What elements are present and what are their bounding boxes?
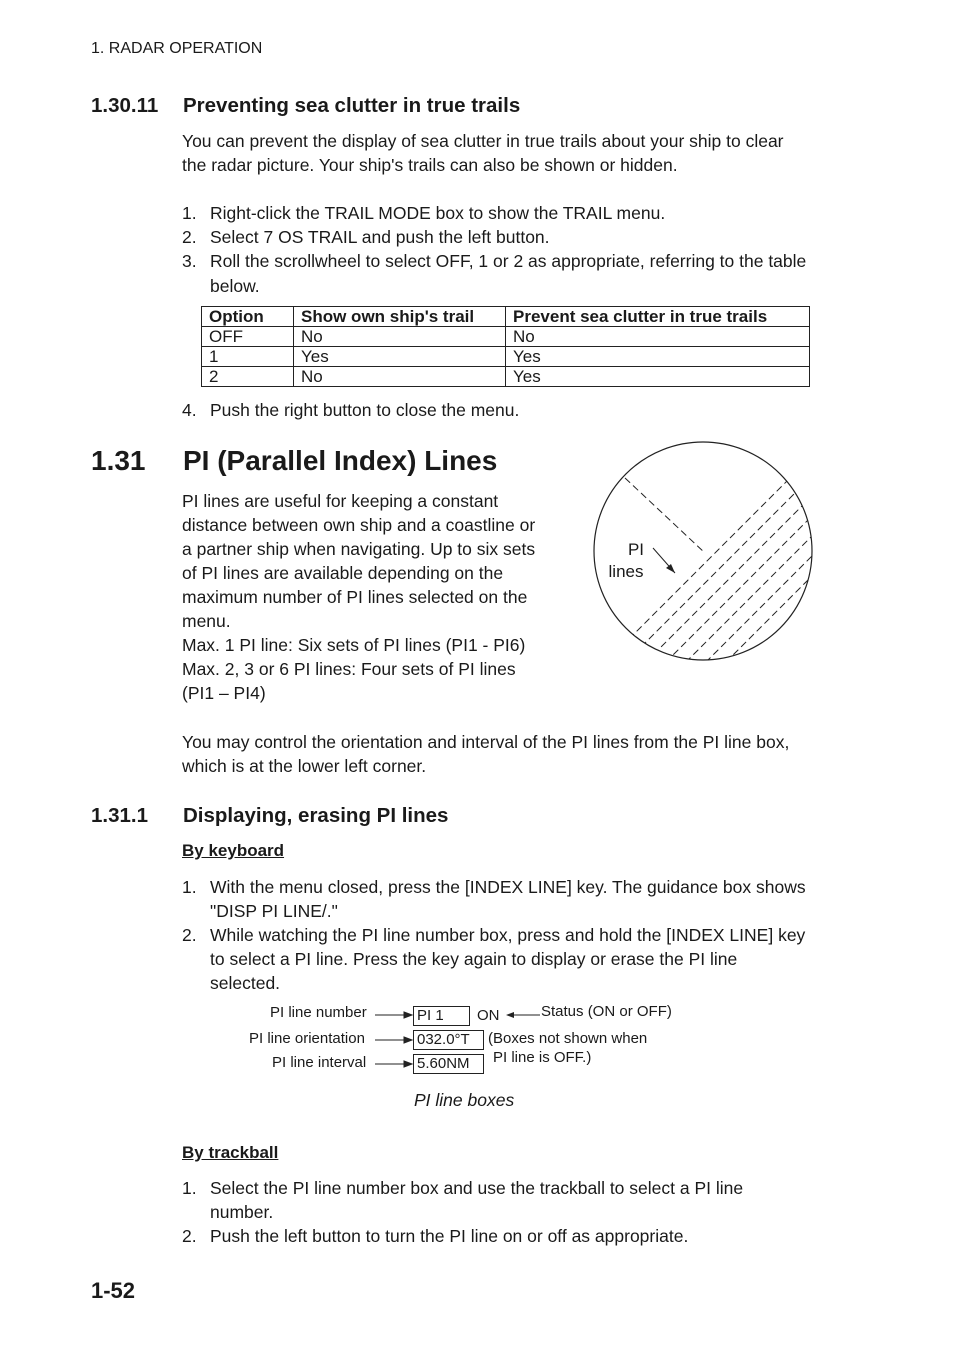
- paragraph-line: menu.: [182, 611, 231, 631]
- pi-label-line1: PI: [627, 540, 645, 559]
- step-text: Push the left button to turn the PI line on or off as appropriate.: [210, 1226, 689, 1246]
- section-title: Preventing sea clutter in true trails: [183, 94, 521, 117]
- radar-circle: [594, 442, 812, 660]
- boxes-note-line2: PI line is OFF.): [493, 1049, 592, 1066]
- table-cell: Yes: [294, 347, 506, 367]
- table-cell: Yes: [506, 367, 810, 387]
- table-cell: No: [294, 327, 506, 347]
- boxes-note-line1: (Boxes not shown when: [488, 1030, 648, 1047]
- intro-paragraph: [182, 129, 784, 177]
- arrow-right-icon: [404, 1037, 412, 1043]
- pi-label-line2: lines: [608, 562, 644, 581]
- page-number: 1-52: [91, 1278, 136, 1303]
- figure-caption: PI line boxes: [414, 1090, 515, 1110]
- by-keyboard-heading: By keyboard: [182, 841, 285, 860]
- section-title: Displaying, erasing PI lines: [183, 804, 449, 827]
- label-pi-line-interval: PI line interval: [272, 1054, 367, 1071]
- paragraph-line: of PI lines are available depending on the: [182, 563, 504, 583]
- step-number: 1.: [182, 1178, 197, 1198]
- pi-intro-paragraph: [182, 489, 535, 705]
- step-text: Right-click the TRAIL MODE box to show the TRAIL menu.: [210, 203, 666, 223]
- table-cell: No: [294, 367, 506, 387]
- step-number: 2.: [182, 1226, 197, 1246]
- trail-options-table: [201, 306, 810, 387]
- table-row: [202, 327, 810, 347]
- table-cell: 2: [202, 367, 294, 387]
- arrow-right-icon: [404, 1012, 412, 1018]
- pi-line-interval-box: 5.60NM: [413, 1054, 484, 1074]
- paragraph-line: maximum number of PI lines selected on the: [182, 587, 528, 607]
- step-text: Push the right button to close the menu.: [210, 400, 520, 420]
- paragraph-line: the radar picture. Your ship's trails can also be shown or hidden.: [182, 155, 678, 175]
- step-number: 4.: [182, 400, 197, 420]
- table-row: [202, 347, 810, 367]
- pi-lines-figure: [590, 438, 820, 670]
- status-arrow: [504, 1008, 544, 1022]
- arrow-right-icon: [404, 1061, 412, 1067]
- table-header-cell: Option: [202, 307, 294, 327]
- step-text: selected.: [210, 973, 281, 993]
- paragraph-line: Max. 1 PI line: Six sets of PI lines (PI1 - PI6): [182, 635, 526, 655]
- pi-line-orientation-box: 032.0°T: [413, 1030, 484, 1050]
- running-head: 1. RADAR OPERATION: [91, 40, 263, 57]
- step-text: "DISP PI LINE/.": [210, 901, 338, 921]
- step-text: to select a PI line. Press the key again to display or erase the PI line: [210, 949, 738, 969]
- step-number: 3.: [182, 251, 197, 271]
- section-number: 1.30.11: [91, 94, 159, 117]
- paragraph-line: a partner ship when navigating. Up to six sets: [182, 539, 536, 559]
- table-cell: OFF: [202, 327, 294, 347]
- pi-control-paragraph: [182, 730, 789, 778]
- table-header-cell: Prevent sea clutter in true trails: [506, 307, 810, 327]
- by-trackball-heading: By trackball: [182, 1143, 279, 1162]
- paragraph-line: distance between own ship and a coastline or: [182, 515, 536, 535]
- step-number: 2.: [182, 925, 197, 945]
- paragraph-line: You may control the orientation and interval of the PI lines from the PI line box,: [182, 732, 790, 752]
- step-text: number.: [210, 1202, 274, 1222]
- step-number: 1.: [182, 877, 197, 897]
- status-note: Status (ON or OFF): [541, 1003, 672, 1020]
- section-number: 1.31.1: [91, 804, 148, 827]
- label-pi-line-orientation: PI line orientation: [249, 1030, 365, 1047]
- pi-status-value: ON: [477, 1007, 500, 1024]
- table-cell: 1: [202, 347, 294, 367]
- paragraph-line: which is at the lower left corner.: [182, 756, 427, 776]
- table-cell: No: [506, 327, 810, 347]
- paragraph-line: You can prevent the display of sea clutter in true trails about your ship to clear: [182, 131, 784, 151]
- table-header-cell: Show own ship's trail: [294, 307, 506, 327]
- paragraph-line: PI lines are useful for keeping a constant: [182, 491, 499, 511]
- label-pi-line-number: PI line number: [270, 1004, 367, 1021]
- pi-line-number-box: PI 1: [413, 1006, 470, 1026]
- step-number: 2.: [182, 227, 197, 247]
- step-text: Roll the scrollwheel to select OFF, 1 or 2 as appropriate, referring to the table: [210, 251, 807, 271]
- section-number: 1.31: [91, 445, 146, 476]
- section-title: PI (Parallel Index) Lines: [183, 445, 498, 476]
- paragraph-line: (PI1 – PI4): [182, 683, 266, 703]
- table-header-row: [202, 307, 810, 327]
- step-text: Select 7 OS TRAIL and push the left button.: [210, 227, 550, 247]
- table-row: [202, 367, 810, 387]
- step-text: Select the PI line number box and use the trackball to select a PI line: [210, 1178, 744, 1198]
- arrow-head-icon: [666, 564, 675, 573]
- arrow-left-icon: [506, 1012, 514, 1018]
- step-number: 1.: [182, 203, 197, 223]
- paragraph-line: Max. 2, 3 or 6 PI lines: Four sets of PI lines: [182, 659, 516, 679]
- step-text: below.: [210, 276, 260, 296]
- step-text: While watching the PI line number box, press and hold the [INDEX LINE] key: [210, 925, 806, 945]
- pi-dashed-lines: [590, 438, 820, 670]
- step-text: With the menu closed, press the [INDEX LINE] key. The guidance box shows: [210, 877, 806, 897]
- table-cell: Yes: [506, 347, 810, 367]
